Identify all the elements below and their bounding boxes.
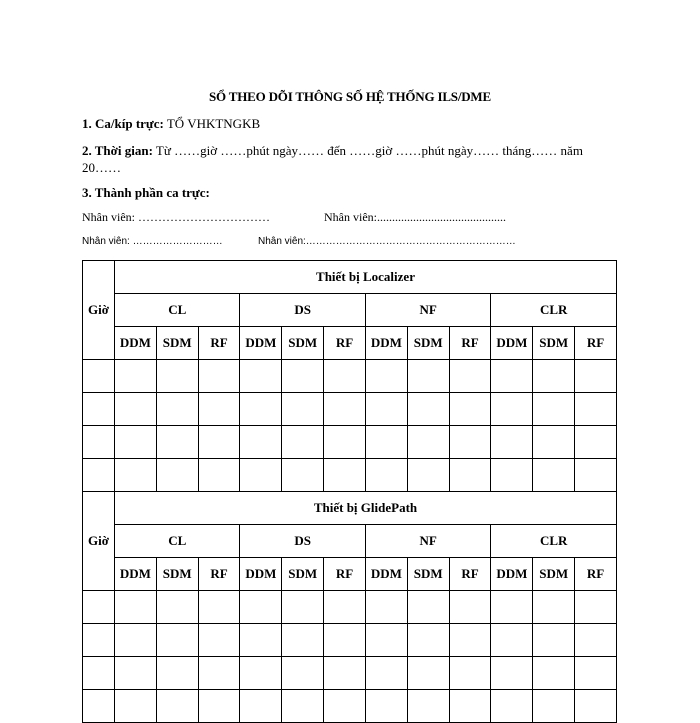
table-row — [83, 690, 617, 723]
parameter-header-cell: RF — [324, 327, 366, 360]
staff-row-1 — [82, 210, 506, 225]
value-input-cell[interactable] — [491, 624, 533, 657]
group-header-cell: DS — [240, 294, 365, 327]
value-input-cell[interactable] — [491, 657, 533, 690]
time-label: 2. Thời gian: — [82, 143, 153, 158]
shift-line — [82, 116, 260, 132]
parameter-header-cell: DDM — [115, 558, 157, 591]
parameter-header-cell: RF — [575, 558, 617, 591]
value-input-cell[interactable] — [156, 657, 198, 690]
value-input-cell[interactable] — [282, 657, 324, 690]
value-input-cell[interactable] — [198, 426, 240, 459]
hour-input-cell[interactable] — [83, 657, 115, 690]
value-input-cell[interactable] — [198, 591, 240, 624]
value-input-cell[interactable] — [324, 657, 366, 690]
value-input-cell[interactable] — [533, 690, 575, 723]
parameter-header-cell: SDM — [407, 558, 449, 591]
value-input-cell[interactable] — [575, 657, 617, 690]
value-input-cell[interactable] — [115, 426, 157, 459]
parameter-header-cell: DDM — [240, 558, 282, 591]
value-input-cell[interactable] — [282, 624, 324, 657]
value-input-cell[interactable] — [240, 624, 282, 657]
value-input-cell[interactable] — [449, 393, 491, 426]
group-header-cell: NF — [365, 294, 490, 327]
value-input-cell[interactable] — [282, 393, 324, 426]
hour-input-cell[interactable] — [83, 426, 115, 459]
staff-field-4: Nhân viên:……………………………………………………… — [258, 236, 516, 247]
staff-field-1: Nhân viên: …………………………… — [82, 210, 270, 224]
table-row — [83, 624, 617, 657]
hour-input-cell[interactable] — [83, 393, 115, 426]
value-input-cell[interactable] — [533, 591, 575, 624]
group-header-cell: CL — [115, 294, 240, 327]
value-input-cell[interactable] — [533, 360, 575, 393]
table-row — [83, 657, 617, 690]
equipment-title-cell: Thiết bị GlidePath — [115, 492, 617, 525]
shift-value: TỔ VHKTNGKB — [163, 116, 261, 131]
value-input-cell[interactable] — [115, 360, 157, 393]
hour-input-cell[interactable] — [83, 591, 115, 624]
parameter-header-cell: SDM — [407, 327, 449, 360]
members-label: 3. Thành phần ca trực: — [82, 185, 210, 200]
value-input-cell[interactable] — [575, 360, 617, 393]
parameter-header-cell: SDM — [156, 558, 198, 591]
group-header-cell: DS — [240, 525, 365, 558]
value-input-cell[interactable] — [156, 426, 198, 459]
parameter-header-cell: RF — [575, 327, 617, 360]
shift-label: 1. Ca/kíp trực: — [82, 116, 164, 131]
value-input-cell[interactable] — [324, 690, 366, 723]
value-input-cell[interactable] — [156, 591, 198, 624]
value-input-cell[interactable] — [533, 624, 575, 657]
value-input-cell[interactable] — [491, 459, 533, 492]
group-header-cell: CLR — [491, 294, 617, 327]
group-header-cell: NF — [365, 525, 490, 558]
parameter-header-row — [83, 558, 617, 591]
parameter-header-cell: SDM — [282, 327, 324, 360]
value-input-cell[interactable] — [240, 360, 282, 393]
value-input-cell[interactable] — [324, 591, 366, 624]
value-input-cell[interactable] — [115, 459, 157, 492]
value-input-cell[interactable] — [115, 393, 157, 426]
value-input-cell[interactable] — [240, 690, 282, 723]
value-input-cell[interactable] — [449, 624, 491, 657]
value-input-cell[interactable] — [407, 426, 449, 459]
equipment-header-row — [83, 492, 617, 525]
value-input-cell[interactable] — [198, 624, 240, 657]
value-input-cell[interactable] — [198, 393, 240, 426]
parameter-header-cell: RF — [449, 327, 491, 360]
parameter-header-cell: SDM — [533, 327, 575, 360]
value-input-cell[interactable] — [449, 591, 491, 624]
parameter-header-cell: DDM — [491, 327, 533, 360]
table-row — [83, 393, 617, 426]
value-input-cell[interactable] — [575, 459, 617, 492]
group-header-row — [83, 294, 617, 327]
value-input-cell[interactable] — [449, 690, 491, 723]
value-input-cell[interactable] — [407, 657, 449, 690]
value-input-cell[interactable] — [407, 459, 449, 492]
parameter-header-cell: DDM — [365, 327, 407, 360]
value-input-cell[interactable] — [533, 393, 575, 426]
equipment-header-row — [83, 261, 617, 294]
staff-field-3: Nhân viên: ……………………… — [82, 236, 223, 247]
parameter-header-cell: DDM — [115, 327, 157, 360]
value-input-cell[interactable] — [449, 426, 491, 459]
value-input-cell[interactable] — [156, 459, 198, 492]
value-input-cell[interactable] — [575, 690, 617, 723]
value-input-cell[interactable] — [365, 624, 407, 657]
value-input-cell[interactable] — [491, 426, 533, 459]
value-input-cell[interactable] — [533, 657, 575, 690]
value-input-cell[interactable] — [575, 624, 617, 657]
value-input-cell[interactable] — [324, 360, 366, 393]
value-input-cell[interactable] — [240, 591, 282, 624]
value-input-cell[interactable] — [533, 459, 575, 492]
value-input-cell[interactable] — [407, 360, 449, 393]
parameter-header-cell: DDM — [365, 558, 407, 591]
value-input-cell[interactable] — [365, 657, 407, 690]
value-input-cell[interactable] — [324, 624, 366, 657]
table-row — [83, 591, 617, 624]
value-input-cell[interactable] — [407, 393, 449, 426]
value-input-cell[interactable] — [407, 624, 449, 657]
members-heading — [82, 185, 210, 201]
value-input-cell[interactable] — [491, 360, 533, 393]
value-input-cell[interactable] — [575, 393, 617, 426]
value-input-cell[interactable] — [240, 459, 282, 492]
value-input-cell[interactable] — [282, 690, 324, 723]
value-input-cell[interactable] — [115, 624, 157, 657]
value-input-cell[interactable] — [449, 657, 491, 690]
value-input-cell[interactable] — [156, 624, 198, 657]
value-input-cell[interactable] — [198, 360, 240, 393]
value-input-cell[interactable] — [491, 690, 533, 723]
table-row — [83, 360, 617, 393]
hour-input-cell[interactable] — [83, 690, 115, 723]
value-input-cell[interactable] — [115, 591, 157, 624]
parameter-header-cell: DDM — [491, 558, 533, 591]
value-input-cell[interactable] — [156, 393, 198, 426]
parameter-header-cell: RF — [324, 558, 366, 591]
hour-header-cell: Giờ — [83, 492, 115, 591]
time-value: Từ ……giờ ……phút ngày…… đến ……giờ ……phút ngày…… tháng…… năm 20…… — [82, 143, 583, 175]
staff-row-2 — [82, 236, 516, 247]
value-input-cell[interactable] — [365, 690, 407, 723]
value-input-cell[interactable] — [365, 360, 407, 393]
value-input-cell[interactable] — [365, 591, 407, 624]
equipment-title-cell: Thiết bị Localizer — [115, 261, 617, 294]
value-input-cell[interactable] — [198, 690, 240, 723]
parameter-header-cell: DDM — [240, 327, 282, 360]
value-input-cell[interactable] — [449, 459, 491, 492]
parameter-header-cell: SDM — [282, 558, 324, 591]
table-row — [83, 426, 617, 459]
value-input-cell[interactable] — [115, 657, 157, 690]
staff-field-2: Nhân viên:........................................... — [324, 210, 506, 224]
document-title: SỔ THEO DÕI THÔNG SỐ HỆ THỐNG ILS/DME — [209, 89, 491, 104]
value-input-cell[interactable] — [449, 360, 491, 393]
value-input-cell[interactable] — [533, 426, 575, 459]
group-header-cell: CL — [115, 525, 240, 558]
value-input-cell[interactable] — [407, 690, 449, 723]
value-input-cell[interactable] — [324, 393, 366, 426]
value-input-cell[interactable] — [407, 591, 449, 624]
hour-input-cell[interactable] — [83, 360, 115, 393]
parameter-header-cell: RF — [198, 327, 240, 360]
value-input-cell[interactable] — [240, 393, 282, 426]
value-input-cell[interactable] — [491, 591, 533, 624]
value-input-cell[interactable] — [365, 426, 407, 459]
value-input-cell[interactable] — [365, 393, 407, 426]
hour-input-cell[interactable] — [83, 624, 115, 657]
value-input-cell[interactable] — [282, 459, 324, 492]
hour-header-cell: Giờ — [83, 261, 115, 360]
parameter-header-cell: RF — [198, 558, 240, 591]
value-input-cell[interactable] — [240, 426, 282, 459]
value-input-cell[interactable] — [198, 459, 240, 492]
value-input-cell[interactable] — [282, 426, 324, 459]
value-input-cell[interactable] — [198, 657, 240, 690]
value-input-cell[interactable] — [156, 360, 198, 393]
parameter-header-cell: RF — [449, 558, 491, 591]
parameters-table — [82, 260, 617, 723]
table-row — [83, 459, 617, 492]
value-input-cell[interactable] — [575, 591, 617, 624]
group-header-cell: CLR — [491, 525, 617, 558]
parameter-header-cell: SDM — [156, 327, 198, 360]
time-line — [82, 142, 618, 176]
parameter-header-row — [83, 327, 617, 360]
parameter-header-cell: SDM — [533, 558, 575, 591]
value-input-cell[interactable] — [240, 657, 282, 690]
value-input-cell[interactable] — [575, 426, 617, 459]
value-input-cell[interactable] — [365, 459, 407, 492]
value-input-cell[interactable] — [324, 426, 366, 459]
value-input-cell[interactable] — [491, 393, 533, 426]
hour-input-cell[interactable] — [83, 459, 115, 492]
group-header-row — [83, 525, 617, 558]
value-input-cell[interactable] — [282, 360, 324, 393]
value-input-cell[interactable] — [324, 459, 366, 492]
value-input-cell[interactable] — [115, 690, 157, 723]
value-input-cell[interactable] — [156, 690, 198, 723]
value-input-cell[interactable] — [282, 591, 324, 624]
